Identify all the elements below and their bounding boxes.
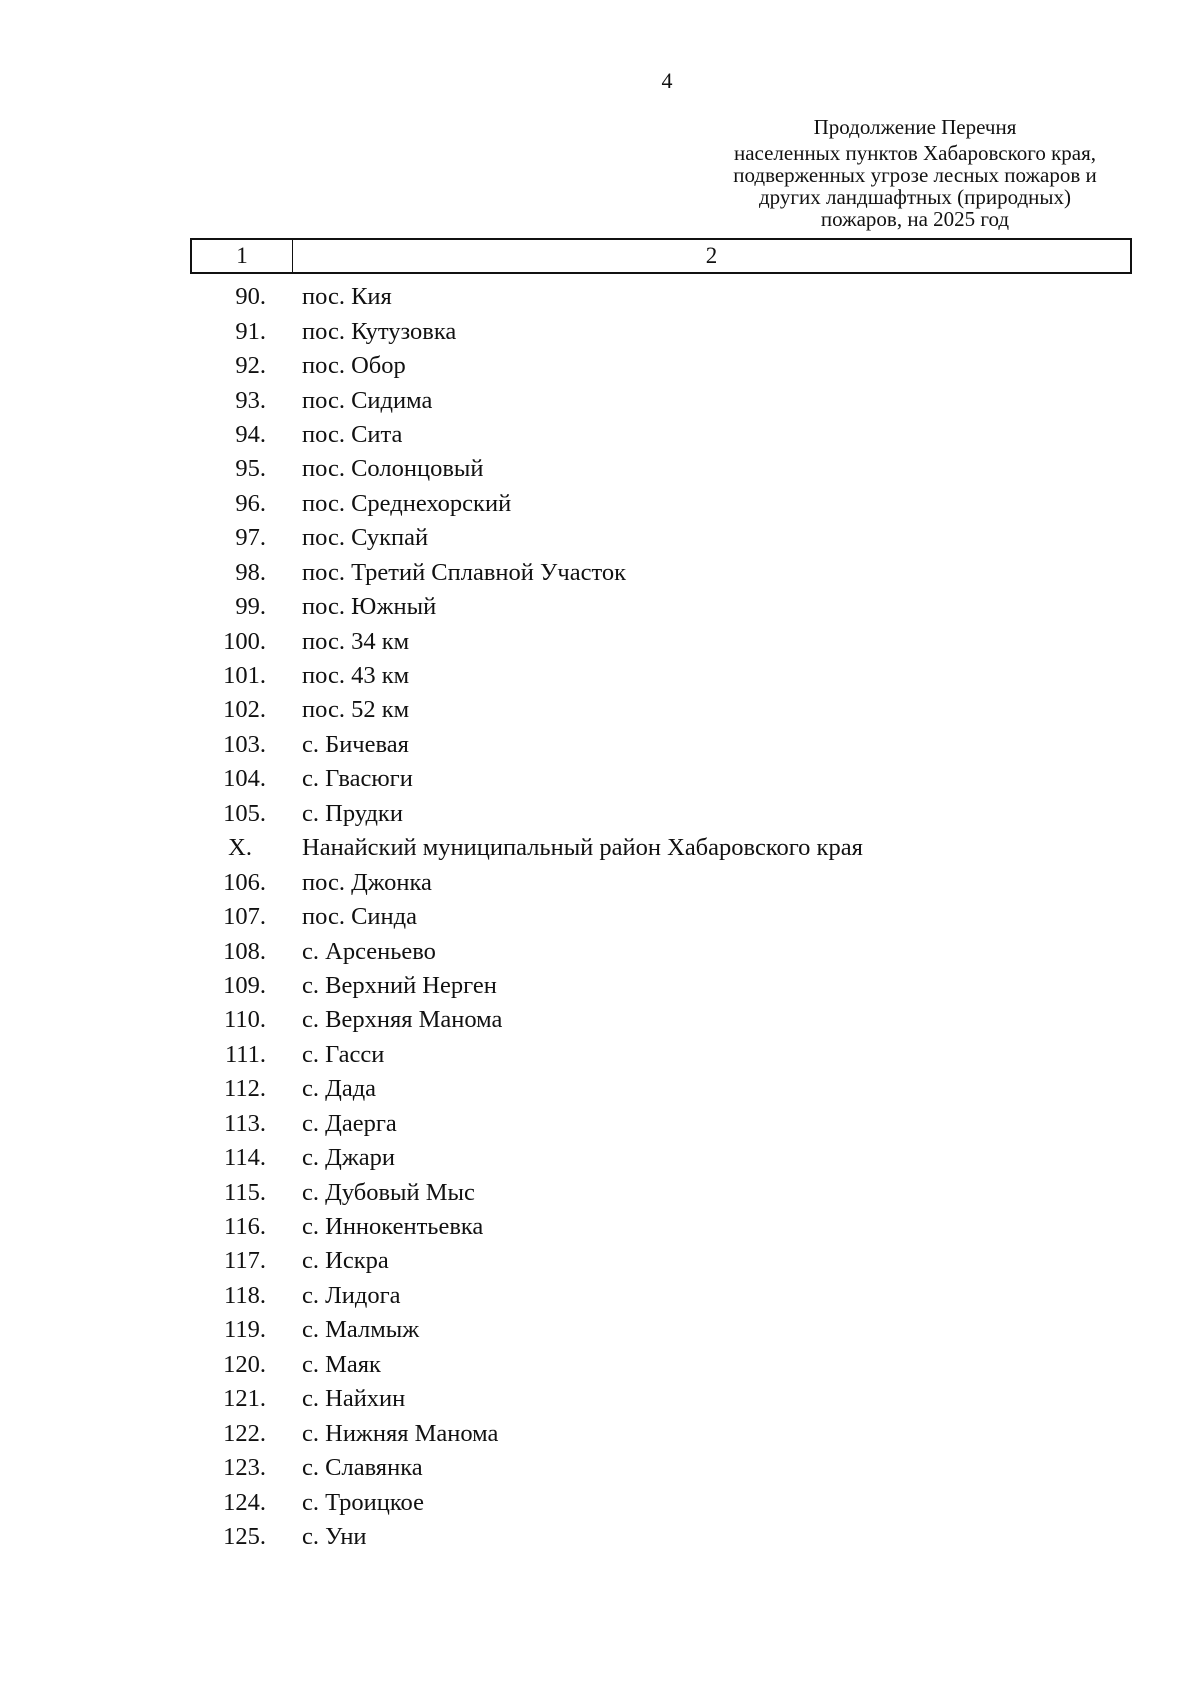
- table-row: [190, 934, 1140, 968]
- row-number: 119.: [224, 1316, 266, 1344]
- row-number: 107.: [223, 903, 266, 931]
- table-row: [190, 1485, 1140, 1519]
- table-row: [190, 521, 1140, 555]
- settlement-name: с. Гасси: [302, 1040, 385, 1068]
- table-row: [190, 624, 1140, 658]
- row-number: 113.: [224, 1109, 266, 1137]
- row-number: 117.: [224, 1247, 266, 1275]
- settlement-name: пос. Синда: [302, 903, 417, 931]
- settlement-name: с. Даерга: [302, 1109, 397, 1137]
- row-number: X.: [228, 834, 252, 862]
- row-number: 90.: [235, 283, 266, 311]
- table-row: [190, 1382, 1140, 1416]
- settlement-name: с. Нижняя Манома: [302, 1419, 499, 1447]
- row-number: 101.: [223, 662, 266, 690]
- row-number: 108.: [223, 937, 266, 965]
- table-row: [190, 969, 1140, 1003]
- table-row: [190, 1003, 1140, 1037]
- table-row: [190, 452, 1140, 486]
- row-number: 93.: [235, 386, 266, 414]
- settlement-name: с. Лидога: [302, 1281, 401, 1309]
- row-number: 111.: [224, 1040, 266, 1068]
- settlement-name: с. Малмыж: [302, 1316, 420, 1344]
- row-number: 103.: [223, 730, 266, 758]
- settlement-name: с. Гвасюги: [302, 765, 413, 793]
- table-row: [190, 280, 1140, 314]
- settlement-name: пос. Кия: [302, 283, 392, 311]
- column-header-2: 2: [705, 243, 718, 268]
- settlement-name: пос. Кутузовка: [302, 317, 457, 345]
- table-row: [190, 762, 1140, 796]
- row-number: 96.: [235, 489, 266, 517]
- settlement-name: с. Арсеньево: [302, 937, 436, 965]
- table-row: [190, 383, 1140, 417]
- settlement-name: пос. Джонка: [302, 868, 432, 896]
- heading-line: подверженных угрозе лесных пожаров и: [733, 163, 1097, 187]
- column-header-1: 1: [192, 240, 293, 272]
- settlement-name: с. Иннокентьевка: [302, 1213, 484, 1241]
- settlement-name: с. Искра: [302, 1247, 389, 1275]
- table-row: [190, 349, 1140, 383]
- heading-line: Продолжение Перечня: [813, 115, 1017, 139]
- table-row: [190, 1072, 1140, 1106]
- settlement-name: пос. 34 км: [302, 627, 410, 655]
- row-number: 104.: [223, 765, 266, 793]
- row-number: 123.: [223, 1454, 266, 1482]
- heading-line: пожаров, на 2025 год: [820, 207, 1010, 231]
- table-row: [190, 487, 1140, 521]
- row-number: 92.: [235, 352, 266, 380]
- table-row: [190, 590, 1140, 624]
- settlement-name: с. Верхняя Манома: [302, 1006, 503, 1034]
- table-row: [190, 1244, 1140, 1278]
- table-row: [190, 1348, 1140, 1382]
- table-row: [190, 1107, 1140, 1141]
- settlement-name: пос. Обор: [302, 352, 406, 380]
- settlement-name: с. Троицкое: [302, 1488, 424, 1516]
- row-number: 102.: [223, 696, 266, 724]
- settlement-name: пос. Сукпай: [302, 524, 429, 552]
- table-row: [190, 418, 1140, 452]
- table-row: [190, 1038, 1140, 1072]
- table-row: [190, 1451, 1140, 1485]
- table-row: [190, 1210, 1140, 1244]
- row-number: 120.: [223, 1350, 266, 1378]
- settlement-name: с. Верхний Нерген: [302, 971, 497, 999]
- row-number: 125.: [223, 1522, 266, 1550]
- row-number: 116.: [224, 1213, 266, 1241]
- table-row: [190, 693, 1140, 727]
- heading-line: других ландшафтных (природных): [759, 185, 1071, 209]
- table-row: [190, 1313, 1140, 1347]
- settlement-name: с. Прудки: [302, 799, 403, 827]
- table-row: [190, 1279, 1140, 1313]
- row-number: 114.: [224, 1144, 266, 1172]
- settlement-name: пос. Солонцовый: [302, 455, 484, 483]
- table-row: [190, 1141, 1140, 1175]
- row-number: 95.: [235, 455, 266, 483]
- heading-line: населенных пунктов Хабаровского края,: [733, 141, 1097, 165]
- page-number: 4: [661, 68, 673, 93]
- settlement-name: с. Уни: [302, 1522, 367, 1550]
- district-name: Нанайский муниципальный район Хабаровского края: [302, 834, 863, 862]
- table-header: [190, 238, 1132, 274]
- row-number: 115.: [224, 1178, 266, 1206]
- settlement-name: с. Бичевая: [302, 730, 409, 758]
- table-row: [190, 797, 1140, 831]
- row-number: 94.: [235, 420, 266, 448]
- settlement-name: с. Джари: [302, 1144, 395, 1172]
- row-number: 105.: [223, 799, 266, 827]
- row-number: 91.: [235, 317, 266, 345]
- table-row: [190, 865, 1140, 899]
- row-number: 98.: [235, 558, 266, 586]
- row-number: 112.: [224, 1075, 266, 1103]
- row-number: 97.: [235, 524, 266, 552]
- row-number: 106.: [223, 868, 266, 896]
- settlement-name: пос. Сита: [302, 420, 403, 448]
- settlement-name: пос. 43 км: [302, 662, 410, 690]
- settlement-name: пос. Южный: [302, 593, 437, 621]
- settlement-list: [190, 280, 1140, 1554]
- settlement-name: с. Маяк: [302, 1350, 381, 1378]
- settlement-name: пос. Среднехорский: [302, 489, 512, 517]
- document-heading: [690, 116, 1140, 230]
- row-number: 122.: [223, 1419, 266, 1447]
- row-number: 118.: [224, 1281, 266, 1309]
- settlement-name: пос. Сидима: [302, 386, 433, 414]
- row-number: 99.: [235, 593, 266, 621]
- settlement-name: с. Найхин: [302, 1385, 406, 1413]
- settlement-name: с. Дубовый Мыс: [302, 1178, 475, 1206]
- section-row: [190, 831, 1140, 865]
- row-number: 109.: [223, 971, 266, 999]
- row-number: 100.: [223, 627, 266, 655]
- settlement-name: пос. Третий Сплавной Участок: [302, 558, 626, 586]
- row-number: 124.: [223, 1488, 266, 1516]
- table-row: [190, 728, 1140, 762]
- settlement-name: с. Славянка: [302, 1454, 423, 1482]
- table-row: [190, 1175, 1140, 1209]
- table-row: [190, 900, 1140, 934]
- table-row: [190, 314, 1140, 348]
- table-row: [190, 556, 1140, 590]
- table-row: [190, 1416, 1140, 1450]
- table-row: [190, 659, 1140, 693]
- settlement-name: пос. 52 км: [302, 696, 410, 724]
- settlement-name: с. Дада: [302, 1075, 377, 1103]
- table-row: [190, 1520, 1140, 1554]
- row-number: 121.: [223, 1385, 266, 1413]
- row-number: 110.: [224, 1006, 266, 1034]
